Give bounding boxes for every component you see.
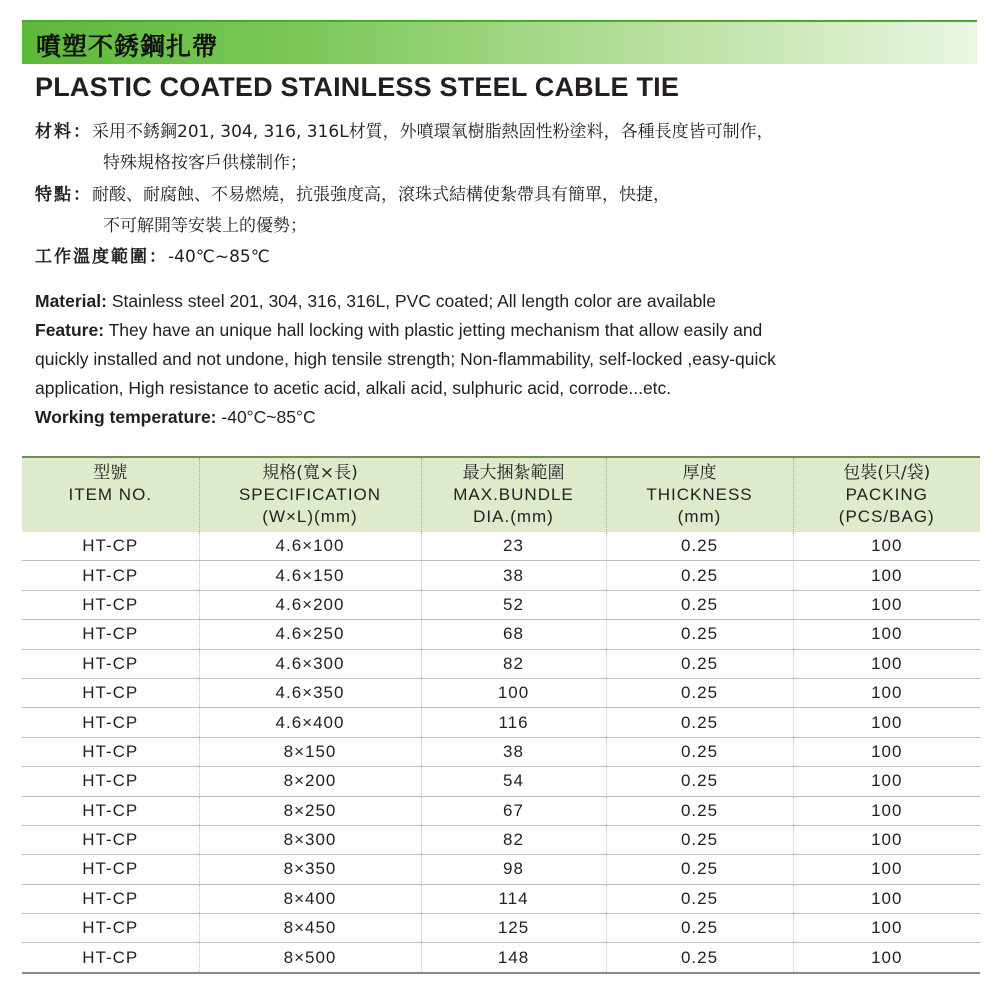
header-en: THICKNESS [646, 485, 753, 504]
cell-item-no: HT-CP [22, 649, 199, 678]
table-row [22, 708, 980, 737]
en-material-text: Stainless steel 201, 304, 316, 316L, PVC coated; All length color are available [106, 291, 716, 311]
table-body [22, 532, 980, 973]
cell-specification: 4.6×350 [199, 678, 421, 707]
table-row [22, 884, 980, 913]
cell-item-no: HT-CP [22, 590, 199, 619]
cell-packing: 100 [793, 825, 980, 854]
cell-packing: 100 [793, 649, 980, 678]
cell-packing: 100 [793, 532, 980, 561]
cn-feature-text: 耐酸、耐腐蝕、不易燃燒，抗張強度高，滾珠式結構使紮帶具有簡單，快捷， [92, 185, 670, 205]
cn-material-line [35, 117, 774, 147]
cell-max-bundle: 148 [421, 943, 606, 973]
cn-temp-line [35, 242, 270, 272]
en-feature-text1: They have an unique hall locking with plastic jetting mechanism that allow easily and [104, 320, 763, 340]
header-cn: 包裝(只/袋) [843, 463, 931, 483]
spec-table [22, 456, 980, 974]
cell-max-bundle: 67 [421, 796, 606, 825]
header-en2: (PCS/BAG) [838, 507, 935, 526]
cell-max-bundle: 114 [421, 884, 606, 913]
cell-specification: 4.6×250 [199, 620, 421, 649]
cell-specification: 8×400 [199, 884, 421, 913]
table-row [22, 590, 980, 619]
cell-item-no: HT-CP [22, 532, 199, 561]
cell-packing: 100 [793, 620, 980, 649]
header-item-no [22, 457, 199, 532]
cell-thickness: 0.25 [606, 620, 793, 649]
cell-max-bundle: 38 [421, 561, 606, 590]
cell-specification: 8×350 [199, 855, 421, 884]
cell-thickness: 0.25 [606, 884, 793, 913]
chinese-title: 噴塑不銹鋼扎帶 [36, 32, 219, 61]
cell-item-no: HT-CP [22, 884, 199, 913]
header-en2: DIA.(mm) [473, 507, 554, 526]
cell-thickness: 0.25 [606, 914, 793, 943]
cell-thickness: 0.25 [606, 532, 793, 561]
cell-max-bundle: 38 [421, 737, 606, 766]
header-cn: 最大捆紮範圍 [462, 463, 565, 483]
cell-thickness: 0.25 [606, 767, 793, 796]
header-en2 [22, 506, 199, 528]
cell-max-bundle: 98 [421, 855, 606, 884]
cell-max-bundle: 68 [421, 620, 606, 649]
en-temp-line [35, 403, 316, 432]
cell-specification: 4.6×300 [199, 649, 421, 678]
cell-item-no: HT-CP [22, 767, 199, 796]
cell-packing: 100 [793, 678, 980, 707]
cell-item-no: HT-CP [22, 620, 199, 649]
cell-thickness: 0.25 [606, 708, 793, 737]
table-row [22, 796, 980, 825]
cell-packing: 100 [793, 737, 980, 766]
cell-specification: 8×250 [199, 796, 421, 825]
cell-max-bundle: 100 [421, 678, 606, 707]
cn-material-text: 采用不銹鋼201, 304, 316, 316L材質，外噴環氧樹脂熱固性粉塗料，各種長度皆可制作， [92, 122, 774, 142]
cell-packing: 100 [793, 884, 980, 913]
cell-thickness: 0.25 [606, 855, 793, 884]
cell-item-no: HT-CP [22, 561, 199, 590]
cell-thickness: 0.25 [606, 796, 793, 825]
table-row [22, 561, 980, 590]
cell-max-bundle: 116 [421, 708, 606, 737]
cell-thickness: 0.25 [606, 825, 793, 854]
header-en: ITEM NO. [68, 485, 153, 504]
cell-specification: 4.6×400 [199, 708, 421, 737]
header-specification [199, 457, 421, 532]
en-temp-label: Working temperature: [35, 407, 217, 427]
en-feature-label: Feature: [35, 320, 105, 340]
cell-max-bundle: 52 [421, 590, 606, 619]
cell-item-no: HT-CP [22, 796, 199, 825]
cell-thickness: 0.25 [606, 590, 793, 619]
header-cn: 厚度 [682, 463, 717, 483]
cell-item-no: HT-CP [22, 678, 199, 707]
cell-packing: 100 [793, 943, 980, 973]
cell-specification: 4.6×150 [199, 561, 421, 590]
en-feature-line3: application, High resistance to acetic acid, alkali acid, sulphuric acid, corrode...etc. [35, 378, 672, 398]
table-row [22, 678, 980, 707]
table-row [22, 825, 980, 854]
header-max-bundle [421, 457, 606, 532]
cell-packing: 100 [793, 796, 980, 825]
cell-specification: 8×300 [199, 825, 421, 854]
cell-thickness: 0.25 [606, 649, 793, 678]
en-temp-text: -40°C~85°C [216, 407, 316, 427]
cn-temp-label: 工作溫度範圍： [35, 247, 168, 267]
cell-max-bundle: 82 [421, 649, 606, 678]
cell-packing: 100 [793, 855, 980, 884]
cn-feature-line2: 不可解開等安裝上的優勢； [103, 216, 307, 236]
header-en2: (W×L)(mm) [262, 507, 358, 526]
cn-temp-value: -40℃~85℃ [168, 247, 270, 267]
table-row [22, 855, 980, 884]
cell-max-bundle: 54 [421, 767, 606, 796]
cell-thickness: 0.25 [606, 737, 793, 766]
header-cn: 型號 [93, 463, 128, 483]
en-feature-line2: quickly installed and not undone, high tensile strength; Non-flammability, self-locked ,easy-quick [35, 349, 776, 369]
cell-packing: 100 [793, 767, 980, 796]
cn-material-line2: 特殊規格按客戶供樣制作； [103, 153, 307, 173]
cell-item-no: HT-CP [22, 855, 199, 884]
en-material-line [35, 287, 716, 316]
cn-feature-label: 特點： [35, 185, 92, 205]
cn-material-label: 材料： [35, 122, 92, 142]
english-title: PLASTIC COATED STAINLESS STEEL CABLE TIE [35, 72, 680, 102]
title-banner [22, 20, 977, 64]
table-row [22, 649, 980, 678]
table-row [22, 620, 980, 649]
header-en: PACKING [845, 485, 928, 504]
header-packing [793, 457, 980, 532]
cell-packing: 100 [793, 561, 980, 590]
table-header-row [22, 457, 980, 532]
cell-max-bundle: 82 [421, 825, 606, 854]
en-material-label: Material: [35, 291, 107, 311]
header-en: MAX.BUNDLE [453, 485, 574, 504]
header-thickness [606, 457, 793, 532]
cn-feature-line [35, 180, 670, 210]
en-feature-line [35, 316, 762, 345]
cell-packing: 100 [793, 708, 980, 737]
cell-max-bundle: 23 [421, 532, 606, 561]
cell-packing: 100 [793, 914, 980, 943]
cell-packing: 100 [793, 590, 980, 619]
cell-item-no: HT-CP [22, 737, 199, 766]
cell-specification: 8×150 [199, 737, 421, 766]
cell-thickness: 0.25 [606, 943, 793, 973]
header-en: SPECIFICATION [238, 485, 382, 504]
cell-thickness: 0.25 [606, 678, 793, 707]
table-row [22, 532, 980, 561]
table-row [22, 767, 980, 796]
table-row [22, 737, 980, 766]
cell-thickness: 0.25 [606, 561, 793, 590]
cell-item-no: HT-CP [22, 914, 199, 943]
cell-item-no: HT-CP [22, 825, 199, 854]
cell-specification: 8×450 [199, 914, 421, 943]
cell-max-bundle: 125 [421, 914, 606, 943]
cell-specification: 8×200 [199, 767, 421, 796]
header-cn: 規格(寬×長) [262, 463, 358, 483]
table-row [22, 943, 980, 973]
cell-item-no: HT-CP [22, 943, 199, 973]
cell-specification: 4.6×100 [199, 532, 421, 561]
header-en2: (mm) [677, 507, 722, 526]
cell-specification: 8×500 [199, 943, 421, 973]
table-row [22, 914, 980, 943]
cell-specification: 4.6×200 [199, 590, 421, 619]
cell-item-no: HT-CP [22, 708, 199, 737]
